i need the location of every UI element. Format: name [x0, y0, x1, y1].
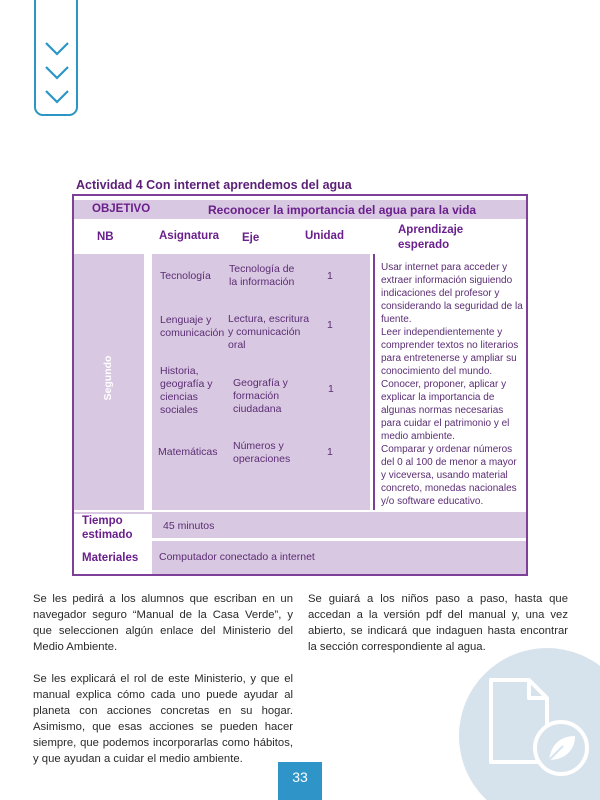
- aprendizaje-line: Comparar y ordenar números: [381, 444, 513, 455]
- aprendizaje-line: y/o software educativo.: [381, 496, 484, 507]
- chevron-tab: [34, 0, 78, 116]
- eje-tecnologia: Tecnología de la información: [229, 263, 295, 288]
- unidad-historia: 1: [328, 383, 334, 395]
- eje-matematicas: Números y operaciones: [233, 440, 291, 465]
- unidad-lenguaje: 1: [327, 319, 333, 331]
- objetivo-text: Reconocer la importancia del agua para la vida: [208, 203, 477, 217]
- aprendizaje-line: algunas normas necesarias: [381, 405, 504, 416]
- subject-lenguaje: Lenguaje y comunicación: [160, 314, 225, 339]
- aprendizaje-line: para entretenerse y ampliar su: [381, 353, 517, 364]
- paragraph-left-1: Se les pedirá a los alumnos que escriban en un navegador seguro “Manual de la Casa Verde”, y que seleccionen algún enlace del Ministerio del Medio Ambiente.: [33, 593, 293, 653]
- aprendizaje-line: Usar internet para acceder y: [381, 262, 508, 273]
- subject-tecnologia: Tecnología: [160, 270, 211, 282]
- unidad-tecnologia: 1: [327, 270, 333, 282]
- aprendizaje-line: explicar la importancia de: [381, 392, 495, 403]
- aprendizaje-esperado-text: [381, 261, 529, 508]
- materiales-value: Computador conectado a internet: [159, 551, 315, 563]
- aprendizaje-line: extraer información siguiendo: [381, 275, 513, 286]
- aprendizaje-line: Conocer, proponer, aplicar y: [381, 379, 507, 390]
- aprendizaje-line: y viceversa, usando material: [381, 470, 508, 481]
- tiempo-value: 45 minutos: [163, 520, 215, 532]
- aprendizaje-line: para cuidar el patrimonio y el: [381, 418, 510, 429]
- tiempo-label: Tiempo estimado: [82, 515, 133, 541]
- document-leaf-icon: [455, 644, 600, 800]
- unidad-matematicas: 1: [327, 446, 333, 458]
- header-nb: NB: [97, 231, 114, 243]
- aprendizaje-line: Leer independientemente y: [381, 327, 503, 338]
- aprendizaje-line: medio ambiente.: [381, 431, 455, 442]
- header-eje: Eje: [242, 232, 260, 244]
- subject-matematicas: Matemáticas: [158, 446, 218, 458]
- eje-historia: Geografía y formación ciudadana: [233, 377, 288, 415]
- aprendizaje-line: comprender textos no literarios: [381, 340, 519, 351]
- subject-historia: Historia, geografía y ciencias sociales: [160, 365, 213, 416]
- divider: [373, 254, 375, 510]
- objetivo-label: OBJETIVO: [92, 203, 151, 215]
- aprendizaje-line: conocimiento del mundo.: [381, 366, 493, 377]
- chevron-down-icon: [36, 0, 80, 118]
- header-esperado: esperado: [398, 239, 450, 251]
- aprendizaje-line: del 0 al 100 de menor a mayor: [381, 457, 517, 468]
- page-number: 33: [278, 762, 322, 800]
- header-aprendizaje: Aprendizaje: [398, 224, 464, 236]
- materiales-label: Materiales: [82, 552, 139, 564]
- level-label: Segundo: [102, 355, 114, 401]
- aprendizaje-line: concreto, monedas nacionales: [381, 483, 517, 494]
- paragraph-right-1: Se guiará a los niños paso a paso, hasta que accedan a la versión pdf del manual y, una vez abierto, se indicará que indaguen hasta encontrar la sección correspondiente al agua.: [308, 593, 568, 653]
- aprendizaje-line: fuente.: [381, 314, 412, 325]
- aprendizaje-line: considerando la seguridad de la: [381, 301, 523, 312]
- aprendizaje-line: indicaciones del profesor y: [381, 288, 500, 299]
- eje-lenguaje: Lectura, escritura y comunicación oral: [228, 313, 310, 351]
- activity-title: Actividad 4 Con internet aprendemos del agua: [76, 178, 352, 192]
- header-unidad: Unidad: [305, 230, 344, 242]
- header-asignatura: Asignatura: [159, 230, 220, 242]
- paragraph-left-2: Se les explicará el rol de este Ministerio, y que el manual explica cómo cada uno puede ayudar al planeta con acciones concretas en su hogar. Asimismo, que esas acciones se pueden hacer siempre, que podemos incorporarlas como hábitos, y que ayudan a cuidar el medio ambiente.: [33, 673, 293, 765]
